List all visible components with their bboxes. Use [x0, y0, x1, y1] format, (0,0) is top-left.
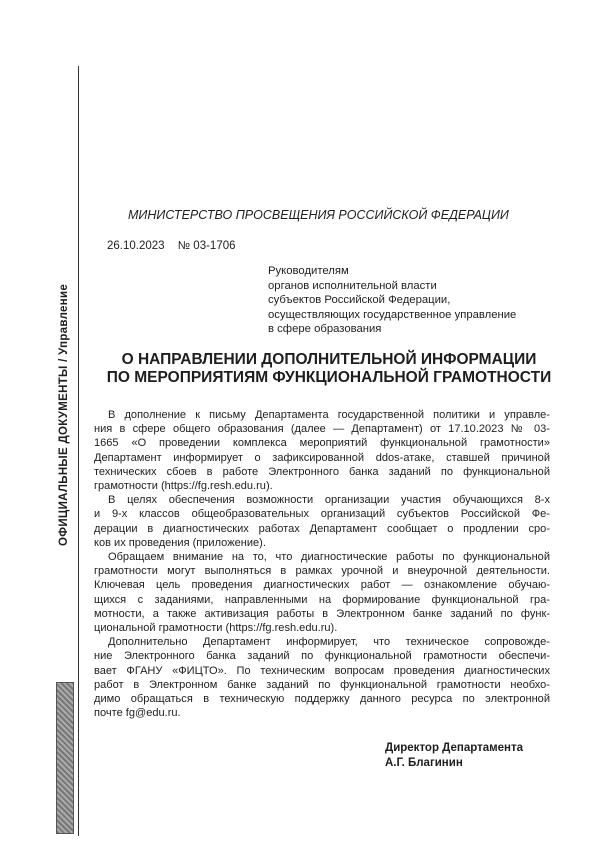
- signatory-position: Директор Департамента: [385, 742, 524, 754]
- body-line: Департамент информирует о зафиксированной ddos-атаке, ставшей причиной: [94, 451, 550, 464]
- paragraph-3: [94, 550, 550, 635]
- addressee-line: Руководителям: [268, 265, 349, 277]
- document-date: 26.10.2023: [107, 240, 165, 252]
- document-body: [94, 408, 550, 720]
- document-title: [94, 351, 564, 387]
- margin-rule: [78, 66, 79, 836]
- paragraph-4: [94, 635, 550, 720]
- body-line: димо обращаться в техническую поддержку данного ресурса по электронной: [94, 693, 550, 706]
- body-line: циональной грамотности (https://fg.resh.edu.ru).: [94, 622, 338, 635]
- body-line: В дополнение к письму Департамента государственной политики и управле-: [108, 409, 550, 421]
- document-date-number: [107, 240, 246, 252]
- addressee-line: осуществляющих государственное управление: [268, 308, 517, 321]
- title-line: ПО МЕРОПРИЯТИЯМ ФУНКЦИОНАЛЬНОЙ ГРАМОТНОСТИ: [106, 369, 552, 386]
- body-line: грамотности (https://fg.resh.edu.ru).: [94, 480, 273, 493]
- paragraph-2: [94, 493, 550, 550]
- body-line: 1665 «О проведении комплекса мероприятий функциональной грамотности»: [94, 437, 550, 450]
- body-line: ков их проведения (приложение).: [94, 536, 266, 549]
- body-line: вает ФГАНУ «ФИЦТО». По техническим вопросам проведения диагностических: [94, 664, 550, 677]
- body-line: Дополнительно Департамент информирует, что техническое сопровожде-: [108, 636, 550, 649]
- body-line: дерации в диагностических работах Департамент сообщает о продлении сро-: [94, 522, 550, 535]
- addressee-line: органов исполнительной власти: [268, 279, 437, 292]
- signatory-name: А.Г. Благинин: [385, 757, 463, 769]
- paragraph-1: [94, 408, 550, 493]
- signature-block: [385, 741, 523, 771]
- body-line: В целях обеспечения возможности организации участия обучающихся 8-х: [108, 494, 550, 507]
- addressee-line: субъектов Российской Федерации,: [268, 294, 451, 306]
- addressee-line: в сфере образования: [268, 323, 382, 335]
- body-line: ния в сфере общего образования (далее — Департамент) от 17.10.2023 № 03-: [94, 423, 550, 436]
- title-line: О НАПРАВЛЕНИИ ДОПОЛНИТЕЛЬНОЙ ИНФОРМАЦИИ: [121, 351, 537, 368]
- body-line: работ в Электронном банке заданий по функциональной грамотности необхо-: [94, 678, 550, 691]
- body-line: грамотности могут выполняться в рамках урочной и внеурочной деятельности.: [94, 565, 550, 578]
- section-marker-bar: [56, 682, 74, 834]
- body-line: Ключевая цель проведения диагностических работ — ознакомление обучаю-: [94, 579, 550, 592]
- body-line: почте fg@edu.ru.: [94, 707, 181, 720]
- ministry-heading: МИНИСТЕРСТВО ПРОСВЕЩЕНИЯ РОССИЙСКОЙ ФЕДЕРАЦИИ: [128, 208, 509, 222]
- body-line: и 9-х классов общеобразовательных организаций субъектов Российской Фе-: [94, 508, 550, 521]
- document-number: № 03-1706: [177, 240, 236, 252]
- body-line: Обращаем внимание на то, что диагностические работы по функциональной: [108, 551, 550, 564]
- body-line: щихся с заданиями, направленными на формирование функциональной гра-: [94, 593, 550, 606]
- body-line: технических сбоев в работе Электронного банка заданий по функциональной: [94, 465, 550, 478]
- body-line: ние Электронного банка заданий по функциональной грамотности обеспечи-: [94, 650, 550, 663]
- addressee-block: [268, 264, 516, 337]
- section-side-label: ОФИЦИАЛЬНЫЕ ДОКУМЕНТЫ / Управление: [58, 283, 70, 547]
- body-line: мотности, а также активизация работы в Электронном банке заданий по функ-: [94, 607, 550, 620]
